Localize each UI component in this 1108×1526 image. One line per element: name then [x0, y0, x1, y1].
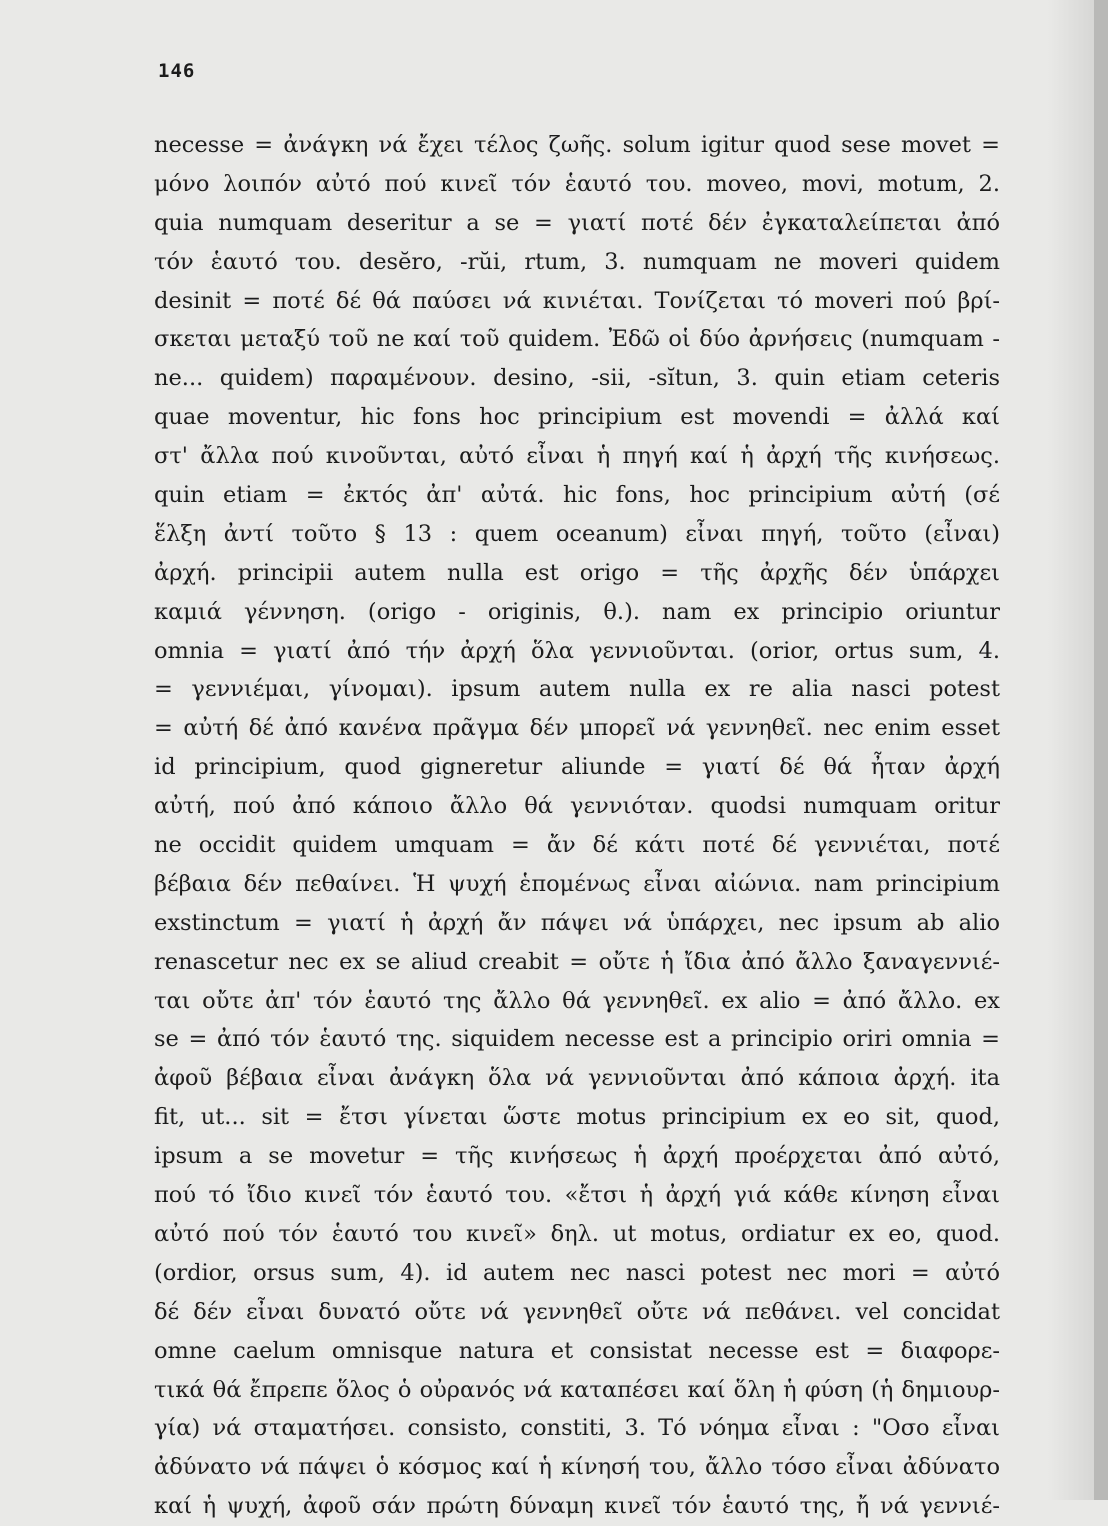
text-line: ται οὔτε ἀπ' τόν ἑαυτό της ἄλλο θά γεννηθεῖ. ex alio = ἀπό ἄλλο. ex — [154, 987, 1000, 1014]
page-number: 146 — [158, 60, 196, 82]
text-line: ἀφοῦ βέβαια εἶναι ἀνάγκη ὅλα νά γεννιοῦνται ἀπό κάποια ἀρχή. ita — [154, 1065, 1000, 1092]
text-line: omnia = γιατί ἀπό τήν ἀρχή ὅλα γεννιοῦνται. (orior, ortus sum, 4. — [154, 637, 1000, 664]
text-line: ἀρχή. principii autem nulla est origo = τῆς ἀρχῆς δέν ὑπάρχει — [154, 559, 1000, 586]
text-line: αὐτή, πού ἀπό κάποιο ἄλλο θά γεννιόταν. quodsi numquam oritur — [154, 793, 1000, 820]
text-line: πού τό ἴδιο κινεῖ τόν ἑαυτό του. «ἔτσι ἡ ἀρχή γιά κάθε κίνηση εἶναι — [154, 1182, 1000, 1209]
text-line: μόνο λοιπόν αὐτό πού κινεῖ τόν ἑαυτό του. moveo, movi, motum, 2. — [154, 170, 1000, 197]
commentary-text — [154, 126, 1000, 1526]
text-line: βέβαια δέν πεθαίνει. Ἡ ψυχή ἑπομένως εἶναι αἰώνια. nam principium — [154, 870, 1000, 897]
text-line: καμιά γέννηση. (origo - originis, θ.). nam ex principio oriuntur — [154, 598, 1000, 625]
text-line: γία) νά σταματήσει. consisto, constiti, 3. Τό νόημα εἶναι : "Οσο εἶναι — [154, 1415, 1000, 1442]
text-line: ἕλξη ἀντί τοῦτο § 13 : quem oceanum) εἶναι πηγή, τοῦτο (εἶναι) — [154, 520, 1000, 547]
text-line: καί ἡ ψυχή, ἀφοῦ σάν πρώτη δύναμη κινεῖ τόν ἑαυτό της, ἤ νά γεννιέ- — [154, 1493, 1000, 1520]
text-line: = αὐτή δέ ἀπό κανένα πρᾶγμα δέν μπορεῖ νά γεννηθεῖ. nec enim esset — [154, 715, 1000, 742]
text-line: quin etiam = ἐκτός ἀπ' αὐτά. hic fons, hoc principium αὐτή (σέ — [154, 482, 1000, 509]
text-line: στ' ἄλλα πού κινοῦνται, αὐτό εἶναι ἡ πηγή καί ἡ ἀρχή τῆς κινήσεως. — [154, 443, 1000, 470]
text-line: desinit = ποτέ δέ θά παύσει νά κινιέται. Τονίζεται τό moveri πού βρί- — [154, 287, 1000, 314]
text-line: exstinctum = γιατί ἡ ἀρχή ἄν πάψει νά ὑπάρχει, nec ipsum ab alio — [154, 909, 1000, 936]
text-line: τόν ἑαυτό του. desĕro, -rŭi, rtum, 3. numquam ne moveri quidem — [154, 248, 1000, 275]
text-line: αὐτό πού τόν ἑαυτό του κινεῖ» δηλ. ut motus, ordiatur ex eo, quod. — [154, 1220, 1000, 1247]
text-line: δέ δέν εἶναι δυνατό οὔτε νά γεννηθεῖ οὔτε νά πεθάνει. vel concidat — [154, 1298, 1000, 1325]
text-line: se = ἀπό τόν ἑαυτό της. siquidem necesse est a principio oriri omnia = — [154, 1026, 1000, 1053]
text-line: ἀδύνατο νά πάψει ὁ κόσμος καί ἡ κίνησή του, ἄλλο τόσο εἶναι ἀδύνατο — [154, 1454, 1000, 1481]
text-line: (ordior, orsus sum, 4). id autem nec nasci potest nec mori = αὐτό — [154, 1259, 1000, 1286]
text-line: = γεννιέμαι, γίνομαι). ipsum autem nulla ex re alia nasci potest — [154, 676, 1000, 703]
text-line: quia numquam deseritur a se = γιατί ποτέ δέν ἐγκαταλείπεται ἀπό — [154, 209, 1000, 236]
text-line: σκεται μεταξύ τοῦ ne καί τοῦ quidem. Ἐδῶ οἱ δύο ἀρνήσεις (numquam - — [154, 326, 1000, 353]
text-line: fit, ut... sit = ἔτσι γίνεται ὥστε motus principium ex eo sit, quod, — [154, 1104, 1000, 1131]
text-line: quae moventur, hic fons hoc principium est movendi = ἀλλά καί — [154, 404, 1000, 431]
text-line: τικά θά ἔπρεπε ὅλος ὁ οὐρανός νά καταπέσει καί ὅλη ἡ φύση (ἡ δημιουρ- — [154, 1376, 1000, 1403]
text-line: omne caelum omnisque natura et consistat necesse est = διαφορε- — [154, 1337, 1000, 1364]
text-line: ipsum a se movetur = τῆς κινήσεως ἡ ἀρχή προέρχεται ἀπό αὐτό, — [154, 1143, 1000, 1170]
text-line: ne occidit quidem umquam = ἄν δέ κάτι ποτέ δέ γεννιέται, ποτέ — [154, 832, 1000, 859]
text-line: necesse = ἀνάγκη νά ἔχει τέλος ζωῆς. solum igitur quod sese movet = — [154, 132, 1000, 158]
text-line: ne... quidem) παραμένουν. desino, -sii, -sĭtun, 3. quin etiam ceteris — [154, 365, 1000, 392]
text-line: id principium, quod gigneretur aliunde = γιατί δέ θά ἦταν ἀρχή — [154, 754, 1000, 781]
page-edge — [1094, 0, 1108, 1500]
text-line: renascetur nec ex se aliud creabit = οὔτε ἡ ἴδια ἀπό ἄλλο ξαναγεννιέ- — [154, 948, 1000, 975]
